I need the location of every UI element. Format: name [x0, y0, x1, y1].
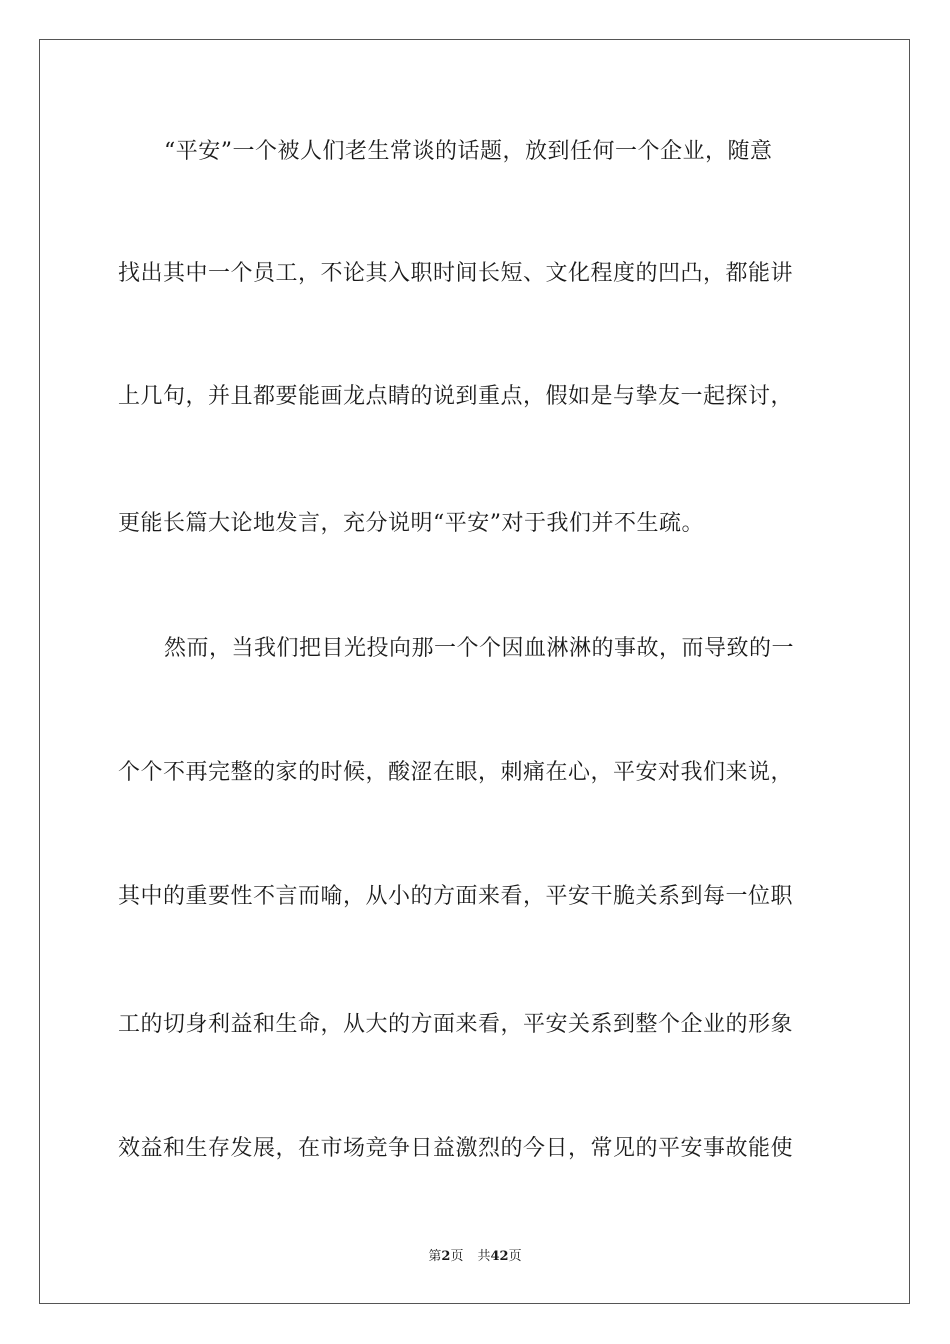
text-line-2: 找出其中一个员工，不论其入职时间长短、文化程度的凹凸，都能讲	[118, 261, 794, 286]
page-footer	[0, 1248, 950, 1266]
footer-page-prefix: 第	[428, 1249, 442, 1264]
footer-total-suffix: 页	[508, 1249, 522, 1264]
footer-total-pages: 42	[490, 1249, 509, 1264]
text-line-8: 工的切身利益和生命，从大的方面来看，平安关系到整个企业的形象	[118, 1012, 794, 1037]
text-line-4: 更能长篇大论地发言，充分说明“平安”对于我们并不生疏。	[118, 511, 704, 536]
text-line-3: 上几句，并且都要能画龙点睛的说到重点，假如是与挚友一起探讨，	[118, 384, 794, 409]
page-border	[39, 39, 910, 1304]
text-line-5: 然而，当我们把目光投向那一个个因血淋淋的事故，而导致的一	[164, 636, 795, 661]
footer-page-number: 2	[441, 1249, 451, 1264]
footer-page-suffix: 页	[450, 1249, 464, 1264]
text-line-9: 效益和生存发展，在市场竞争日益激烈的今日，常见的平安事故能使	[118, 1136, 794, 1161]
text-line-7: 其中的重要性不言而喻，从小的方面来看，平安干脆关系到每一位职	[118, 884, 794, 909]
text-line-1: “平安”一个被人们老生常谈的话题，放到任何一个企业，随意	[164, 139, 773, 164]
footer-total-prefix: 共	[477, 1249, 491, 1264]
text-line-6: 个个不再完整的家的时候，酸涩在眼，刺痛在心，平安对我们来说，	[118, 760, 794, 785]
